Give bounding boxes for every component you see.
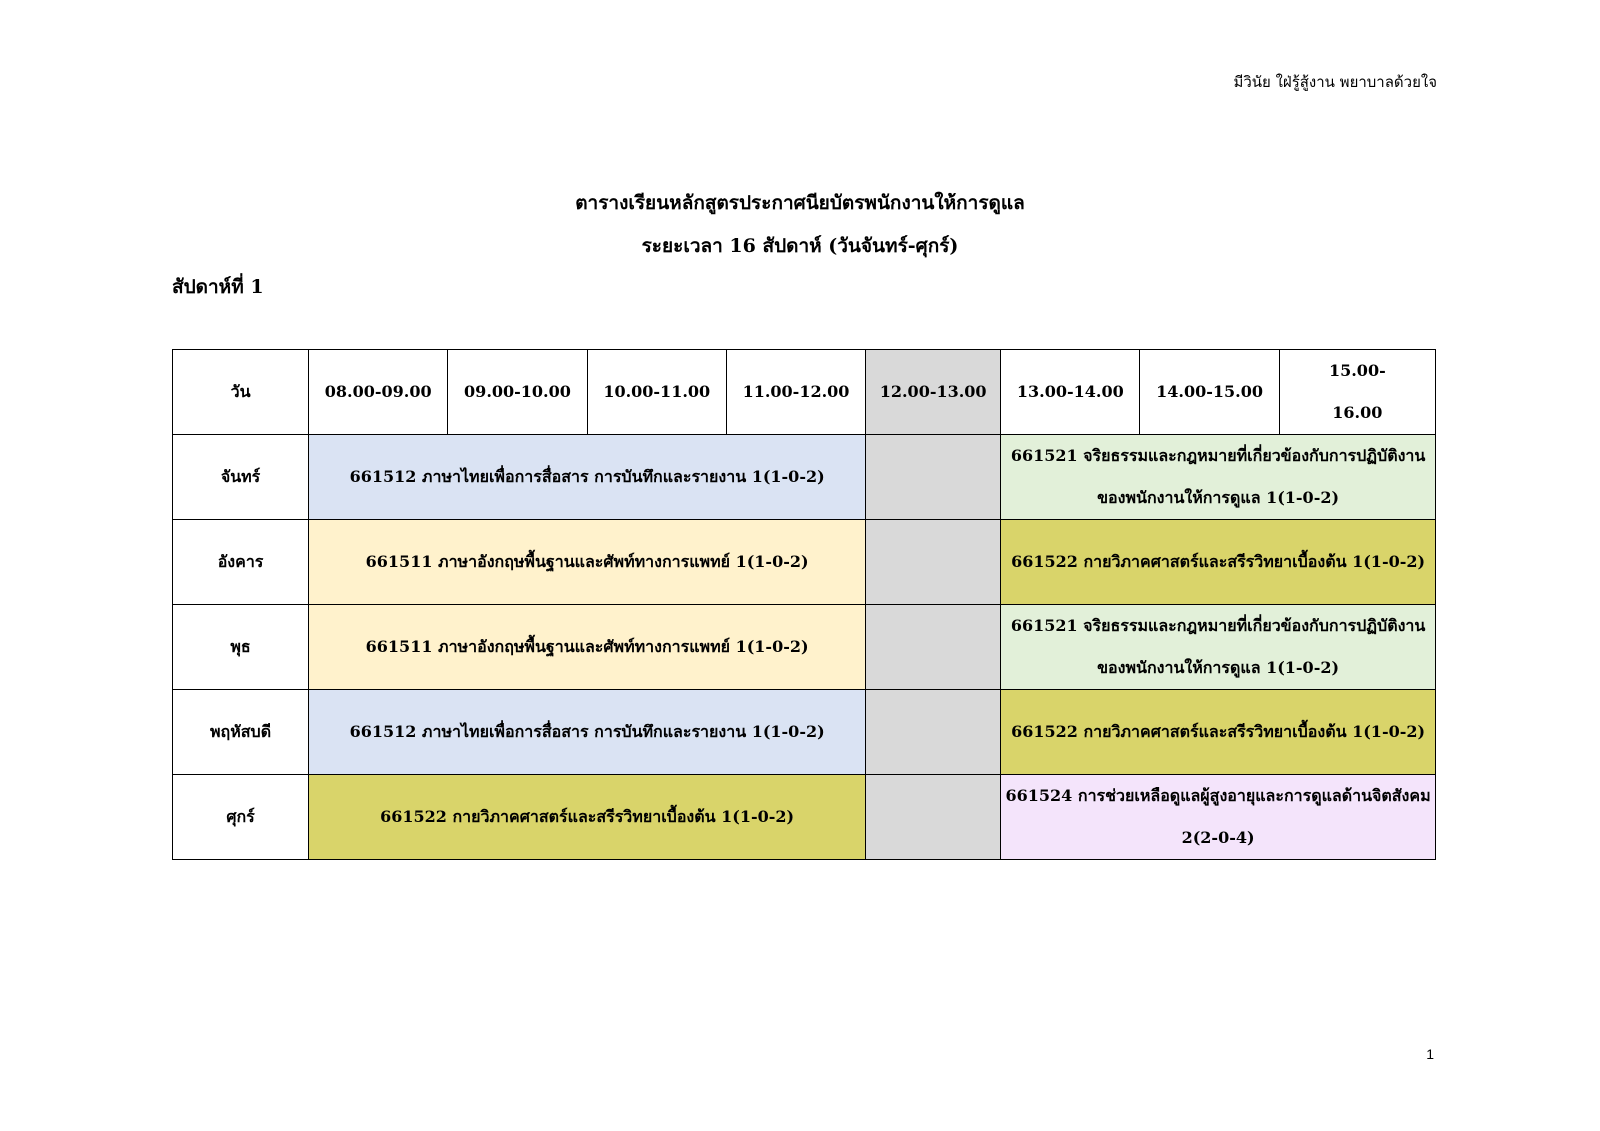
header-slot-last-line1: 15.00- bbox=[1328, 361, 1386, 380]
header-slot: 14.00-15.00 bbox=[1140, 350, 1279, 435]
lunch-cell bbox=[866, 690, 1001, 775]
table-row bbox=[173, 775, 1436, 860]
header-motto: มีวินัย ใฝ่รู้สู้งาน พยาบาลด้วยใจ bbox=[1233, 73, 1437, 91]
lunch-cell bbox=[866, 605, 1001, 690]
header-slot: 08.00-09.00 bbox=[309, 350, 448, 435]
afternoon-course: 661521 จริยธรรมและกฎหมายที่เกี่ยวข้องกับการปฏิบัติงานของพนักงานให้การดูแล 1(1-0-2) bbox=[1001, 435, 1436, 520]
afternoon-course: 661522 กายวิภาคศาสตร์และสรีรวิทยาเบื้องต้น 1(1-0-2) bbox=[1001, 520, 1436, 605]
morning-course: 661511 ภาษาอังกฤษพื้นฐานและศัพท์ทางการแพทย์ 1(1-0-2) bbox=[309, 520, 866, 605]
document-subtitle: ระยะเวลา 16 สัปดาห์ (วันจันทร์-ศุกร์) bbox=[641, 235, 959, 257]
schedule-table bbox=[172, 349, 1436, 860]
table-row bbox=[173, 520, 1436, 605]
page-number: 1 bbox=[1426, 1046, 1434, 1062]
table-row bbox=[173, 435, 1436, 520]
week-label: สัปดาห์ที่ 1 bbox=[172, 276, 264, 298]
header-slot: 13.00-14.00 bbox=[1001, 350, 1140, 435]
header-slot: 09.00-10.00 bbox=[448, 350, 587, 435]
header-slot-lunch: 12.00-13.00 bbox=[866, 350, 1001, 435]
document-title: ตารางเรียนหลักสูตรประกาศนียบัตรพนักงานให้การดูแล bbox=[575, 192, 1025, 214]
table-header-row bbox=[173, 350, 1436, 435]
day-cell: อังคาร bbox=[173, 520, 309, 605]
day-cell: พุธ bbox=[173, 605, 309, 690]
morning-course: 661511 ภาษาอังกฤษพื้นฐานและศัพท์ทางการแพทย์ 1(1-0-2) bbox=[309, 605, 866, 690]
afternoon-course: 661524 การช่วยเหลือดูแลผู้สูงอายุและการดูแลด้านจิตสังคม 2(2-0-4) bbox=[1001, 775, 1436, 860]
table-row bbox=[173, 690, 1436, 775]
header-slot-last-line2: 16.00 bbox=[1332, 403, 1383, 422]
day-cell: ศุกร์ bbox=[173, 775, 309, 860]
lunch-cell bbox=[866, 775, 1001, 860]
afternoon-course: 661522 กายวิภาคศาสตร์และสรีรวิทยาเบื้องต้น 1(1-0-2) bbox=[1001, 690, 1436, 775]
morning-course: 661522 กายวิภาคศาสตร์และสรีรวิทยาเบื้องต้น 1(1-0-2) bbox=[309, 775, 866, 860]
morning-course: 661512 ภาษาไทยเพื่อการสื่อสาร การบันทึกและรายงาน 1(1-0-2) bbox=[309, 435, 866, 520]
header-slot-last bbox=[1279, 350, 1435, 435]
header-slot: 10.00-11.00 bbox=[587, 350, 726, 435]
header-day: วัน bbox=[173, 350, 309, 435]
lunch-cell bbox=[866, 520, 1001, 605]
morning-course: 661512 ภาษาไทยเพื่อการสื่อสาร การบันทึกและรายงาน 1(1-0-2) bbox=[309, 690, 866, 775]
header-slot: 11.00-12.00 bbox=[726, 350, 865, 435]
afternoon-course: 661521 จริยธรรมและกฎหมายที่เกี่ยวข้องกับการปฏิบัติงานของพนักงานให้การดูแล 1(1-0-2) bbox=[1001, 605, 1436, 690]
day-cell: จันทร์ bbox=[173, 435, 309, 520]
table-row bbox=[173, 605, 1436, 690]
day-cell: พฤหัสบดี bbox=[173, 690, 309, 775]
lunch-cell bbox=[866, 435, 1001, 520]
